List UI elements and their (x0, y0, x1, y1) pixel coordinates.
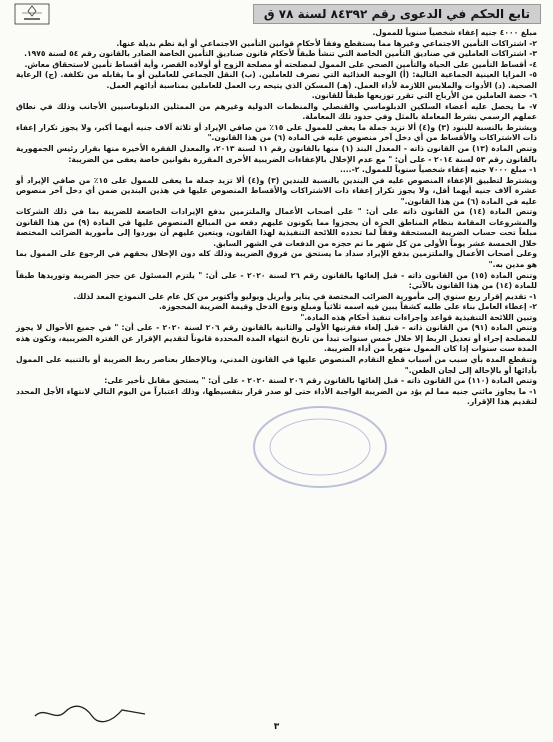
paragraph: ١- تقديم إقرار ربع سنوي إلى مأمورية الضرائب المختصة في يناير وأبريل ويوليو وأكتوبر من كل عام على النموذج المعد لذلك. (73, 291, 537, 301)
page-footer (0, 702, 553, 742)
official-seal-icon (250, 402, 390, 492)
paragraph: مبلغ ٤٠٠٠ جنيه إعفاء شخصياً سنوياً للممول. (372, 28, 537, 37)
paragraph: ٧- ما يحصل عليه أعضاء السلكين الدبلوماسي والقنصلي والمنظمات الدولية وغيرهم من الممثلين الدبلوماسيين الأجانب وذلك في نطاق عملهم الرسمي بشرط المعاملة بالمثل وفي حدود تلك المعاملة. (16, 101, 537, 122)
paragraph: وتنص المادة (١٤) من القانون ذاته على أن: " على أصحاب الأعمال والملتزمين بدفع الإيرادات الخاضعة للضريبة بما في ذلك الشركات والمشروعات المقامة بنظام المناطق الحرة أن يحجزوا مما يكونون عليهم دفعه من المبالغ المنصوص عليها في المادة (٩) من هذا القانون مبلغاً تحت حساب الضريبة المستحقة وفقاً لما تحدده اللائحة التنفيذية لهذا القانون، ويتعين عليهم أن يوردوا إلى مأمورية الضرائب المختصة خلال الخمسة عشر يوماً الأولى من كل شهر ما تم حجزه من الدفعات في الشهر السابق. (16, 207, 538, 248)
paragraph: ١- ما يجاوز مائتي جنيه مما لم يؤد من الضريبة الواجبة الأداء حتى لو صدر قرار بتقسيطها، وذلك اعتباراً من اليوم التالي لانتهاء الأجل المحدد لتقديم هذا الإقرار. (16, 386, 537, 407)
document-body (16, 28, 537, 408)
paragraph: ٥- المزايا العينية الجماعية التالية: (أ) الوجبة الغذائية التي تصرف للعاملين. (ب) النقل الجماعي للعاملين أو ما يقابله من تكلفة. (ج) الرعاية الصحية. (د) الأدوات والملابس اللازمة لأداء العمل. (هـ) المسكن الذي يتيحه رب العمل للعاملين بمناسبة أدائهم العمل. (16, 70, 537, 90)
paragraph: ويشترط لتطبيق الإعفاء المنصوص عليه في البندين بالنسبة للبندين (٣) و(٤) ألا تزيد جملة ما يعفى للممول على ١٥٪ من صافي الإيراد أو عشرة آلاف جنيه أيهما أقل، ولا يجوز تكرار إعفاء ذات الاشتراكات والأقساط المنصوص عليها في هذين البندين ضمن أي دخل آخر منصوص عليه في المادة (٦) من هذا القانون." (16, 175, 537, 206)
paragraph: وتنص المادة (٩١) من القانون ذاته - قبل إلغاء فقرتيها الأولى والثانية بالقانون رقم ٢٠٦ لسنة ٢٠٢٠ - على أن: " في جميع الأحوال لا يجوز للمصلحة إجراء أو تعديل الربط إلا خلال خمس سنوات تبدأ من تاريخ انتهاء المدة المحددة قانوناً لتقديم الإقرار عن الفترة الضريبية، وتكون هذه المدة ست سنوات إذا كان الممول متهرباً من أداء الضريبة. (16, 323, 537, 354)
page-number: ٣ (273, 722, 280, 732)
page-header (14, 2, 541, 26)
paragraph: وتنص المادة (١١٠) من القانون ذاته - قبل إلغائها بالقانون رقم ٢٠٦ لسنة ٢٠٢٠ - على أن: " يستحق مقابل تأخير على: (104, 376, 537, 386)
court-emblem-icon (14, 3, 50, 25)
paragraph: وتبين اللائحة التنفيذية قواعد وإجراءات تنفيذ أحكام هذه المادة." (300, 312, 537, 322)
paragraph: ٦- حصة العاملين من الأرباح التي تقرر توزيعها طبقاً للقانون. (311, 91, 537, 101)
paragraph: ويشترط بالنسبة للبنود (٣) و(٤) ألا تزيد جملة ما يعفى للممول على ١٥٪ من صافي الإيراد أو ثلاثة آلاف جنيه أيهما أكبر، ولا يجوز تكرار إعفاء ذات الاشتراكات والأقساط من أي دخل آخر منصوص عليه في المادة (٦) من هذا القانون." (16, 122, 537, 143)
paragraph: ٤- أقساط التأمين على الحياة والتأمين الصحي على الممول لمصلحته أو مصلحة الزوج أو أولاده القصر، وأية أقساط تأمين لاستحقاق معاش. (24, 59, 537, 69)
paragraph: وعلى أصحاب الأعمال والملتزمين بدفع الإيراد سداد ما يستحق من فروق الضريبة وذلك كله دون الإخلال بحقهم في الرجوع على الممول بما هو مدين به." (16, 249, 537, 270)
paragraph: ٢- إعطاء العامل بناء على طلبه كشفاً يبين فيه اسمه ثلاثياً ومبلغ ونوع الدخل وقيمة الضريبة المحجوزة. (158, 302, 537, 312)
paragraph: ٣- اشتراكات العاملين في صناديق التأمين الخاصة التي تنشأ طبقاً لأحكام قانون صناديق التأمين الخاصة الصادر بالقانون رقم ٥٤ لسنة ١٩٧٥. (24, 49, 537, 59)
paragraph: وتنقطع المدة بأي سبب من أسباب قطع التقادم المنصوص عليها في القانون المدني، وبالإخطار بعناصر ربط الضريبة أو بالتنبيه على الممول بأدائها أو بالإحالة إلى لجان الطعن." (16, 354, 537, 375)
paragraph: ١- مبلغ ٧٠٠٠ جنيه إعفاء شخصياً سنوياً للممول. ٢-.... (340, 165, 537, 175)
case-title: تابع الحكم في الدعوى رقم ٨٤٣٩٢ لسنة ٧٨ ق (253, 4, 541, 24)
paragraph: وتنص المادة (١٣) من القانون ذاته - المعدل البند (١) منها بالقانون رقم ١١ لسنة ٢٠١٣، والمعدل الفقرة الأخيرة منها بقرار رئيس الجمهورية بالقانون رقم ٥٣ لسنة ٢٠١٤ - على أن: " مع عدم الإخلال بالإعفاءات الضريبية الأخرى المقررة بقوانين خاصة يعفى من الضريبة: (16, 144, 537, 164)
handwritten-signature-icon (30, 702, 150, 724)
paragraph: وتنص المادة (١٥) من القانون ذاته - قبل إلغائها بالقانون رقم ٢٦ لسنة ٢٠٢٠ - على أن: " يلتزم المسئول عن حجز الضريبة وتوريدها طبقاً للمادة (١٤) من هذا القانون بالآتي: (16, 270, 537, 291)
paragraph: ٢- اشتراكات التأمين الاجتماعي وغيرها مما يستقطع وفقاً لأحكام قوانين التأمين الاجتماعي أو أية نظم بديلة عنها. (116, 38, 537, 48)
